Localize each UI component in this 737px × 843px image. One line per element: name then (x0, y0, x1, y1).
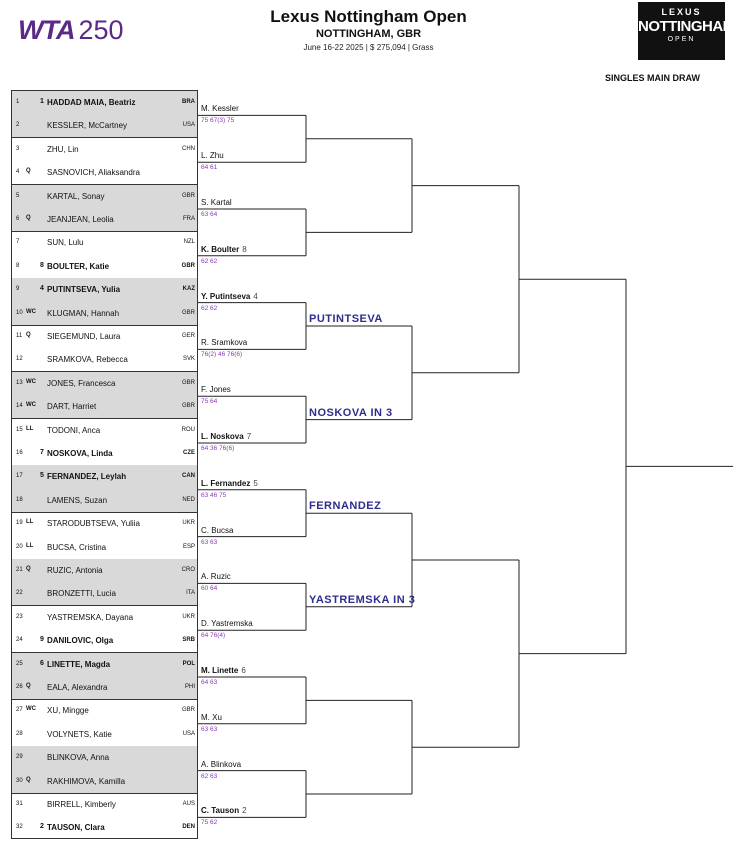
match-score: 64 76(4) (201, 632, 226, 640)
winner-seed: 4 (253, 291, 258, 301)
player-name: STARODUBTSEVA, Yuliia (47, 519, 140, 529)
entry-status: LL (26, 425, 34, 432)
entry-status: WC (26, 308, 36, 315)
seed-number: 6 (40, 659, 44, 667)
prediction-label: PUTINTSEVA (309, 313, 383, 325)
player-country: SVK (182, 356, 195, 363)
round2-winner (201, 572, 231, 581)
player-name: BLINKOVA, Anna (47, 753, 110, 763)
winner-name: R. Sramkova (201, 338, 248, 348)
player-country: UKR (182, 613, 195, 620)
match-score: 63 63 (201, 538, 218, 546)
winner-name: L. Noskova (201, 432, 244, 441)
winner-name: C. Bucsa (201, 525, 234, 535)
round2-winner (201, 526, 233, 535)
player-name: JEANJEAN, Leolia (47, 215, 114, 224)
player-name: NOSKOVA, Linda (47, 449, 113, 458)
player-country: NED (182, 496, 195, 503)
winner-name: A. Blinkova (201, 759, 242, 769)
match-score: 63 64 (201, 211, 218, 218)
draw-position: 9 (16, 286, 20, 293)
player-country: ROU (181, 426, 195, 433)
player-name: ZHU, Lin (47, 144, 79, 154)
prediction-label: YASTREMSKA IN 3 (309, 593, 416, 606)
draw-position: 8 (16, 262, 20, 269)
round2-winner (201, 104, 239, 113)
round2-winner (201, 292, 258, 301)
draw-position: 26 (16, 684, 23, 690)
player-name: PUTINTSEVA, Yulia (47, 285, 121, 295)
player-country: GBR (181, 403, 195, 410)
winner-name: L. Fernandez (201, 478, 251, 488)
seed-number: 9 (40, 636, 44, 644)
draw-position: 7 (16, 239, 20, 246)
entry-status: WC (26, 378, 36, 385)
draw-position: 5 (16, 192, 20, 199)
player-country: POL (182, 660, 195, 667)
seed-number: 7 (40, 449, 44, 456)
match-score: 64 61 (201, 164, 218, 172)
round2-winner (201, 713, 222, 722)
round2-winner (201, 760, 241, 769)
winner-name: K. Boulter (201, 244, 240, 254)
draw-position: 30 (16, 777, 23, 784)
draw-position: 17 (16, 473, 23, 480)
round2-winner (201, 198, 232, 207)
player-country: USA (182, 730, 195, 737)
player-country: GBR (181, 707, 195, 714)
player-name: EALA, Alexandra (47, 683, 108, 692)
match-score: 75 64 (201, 398, 218, 406)
player-name: KLUGMAN, Hannah (47, 308, 120, 318)
player-name: KESSLER, McCartney (47, 121, 128, 131)
match-score: 62 62 (201, 304, 218, 312)
player-name: BOULTER, Katie (47, 261, 110, 271)
seed-number: 1 (40, 98, 44, 105)
winner-seed: 6 (241, 666, 246, 675)
match-score: 63 63 (201, 725, 218, 733)
winner-name: A. Ruzic (201, 572, 231, 582)
match-score: 76(2) 46 76(6) (201, 351, 243, 359)
player-country: CZE (183, 450, 195, 456)
winner-name: M. Xu (201, 712, 222, 722)
player-country: NZL (183, 239, 195, 246)
seed-number: 8 (40, 261, 44, 269)
entry-status: Q (26, 566, 31, 572)
logo-line2: OPEN (667, 36, 696, 43)
match-score: 62 63 (201, 772, 218, 780)
draw-position: 32 (16, 824, 23, 831)
player-country: UKR (182, 520, 195, 527)
draw-position: 27 (16, 707, 23, 714)
round2-winner (201, 479, 258, 488)
entry-status: WC (26, 706, 36, 713)
match-score: 75 67(3) 75 (201, 117, 235, 125)
draw-position: 21 (16, 567, 23, 573)
player-name: SIEGEMUND, Laura (47, 332, 121, 341)
player-name: XU, Mingge (47, 706, 89, 716)
winner-seed: 5 (253, 478, 258, 488)
draw-position: 6 (16, 216, 20, 222)
player-name: YASTREMSKA, Dayana (47, 612, 134, 622)
seed-number: 5 (40, 472, 44, 480)
player-country: BRA (182, 99, 195, 105)
round2-winner (201, 385, 231, 394)
draw-position: 15 (16, 426, 23, 433)
draw-position: 10 (16, 309, 23, 316)
player-name: SRAMKOVA, Rebecca (47, 355, 128, 365)
player-country: GER (181, 333, 195, 339)
winner-name: D. Yastremska (201, 619, 253, 629)
player-country: GBR (181, 309, 195, 316)
player-name: VOLYNETS, Katie (47, 729, 112, 739)
player-name: DANILOVIC, Olga (47, 636, 114, 646)
player-country: GBR (181, 379, 195, 386)
player-name: SUN, Lulu (47, 238, 84, 248)
player-country: CHN (182, 145, 195, 152)
round2-winner (201, 666, 246, 675)
player-name: RAKHIMOVA, Kamilla (47, 776, 126, 786)
player-country: GBR (181, 262, 195, 269)
entry-status: WC (26, 402, 36, 409)
winner-name: F. Jones (201, 385, 231, 395)
winner-seed: 7 (246, 432, 252, 441)
player-country: CRO (181, 567, 195, 573)
seed-number: 4 (40, 285, 44, 293)
player-country: AUS (182, 801, 195, 807)
tournament-title: Lexus Nottingham Open (270, 7, 467, 26)
player-name: LAMENS, Suzan (47, 495, 108, 505)
draw-position: 20 (16, 543, 23, 550)
entry-status: Q (26, 215, 31, 221)
player-country: FRA (183, 216, 195, 222)
entry-status: Q (26, 776, 31, 783)
winner-name: M. Linette (201, 666, 239, 675)
match-score: 64 36 76(6) (201, 445, 235, 452)
player-country: DEN (182, 824, 195, 831)
tournament-meta: June 16-22 2025 | $ 275,094 | Grass (303, 43, 434, 52)
player-name: SASNOVICH, Aliaksandra (47, 168, 140, 178)
winner-name: C. Tauson (201, 806, 240, 816)
player-country: CAN (182, 473, 195, 480)
draw-position: 14 (16, 403, 23, 410)
draw-position: 31 (16, 801, 23, 807)
seed-number: 2 (40, 823, 44, 831)
round2-winner (201, 245, 247, 254)
player-country: ITA (186, 590, 195, 597)
player-country: PHI (184, 684, 195, 690)
player-country: USA (182, 122, 195, 129)
draw-position: 3 (16, 145, 20, 152)
match-score: 62 62 (201, 257, 218, 265)
draw-position: 12 (16, 356, 23, 363)
draw-position: 13 (16, 379, 23, 386)
entry-status: Q (26, 168, 31, 175)
draw-position: 11 (16, 333, 23, 339)
match-score: 60 64 (201, 585, 218, 593)
entry-status: LL (26, 542, 34, 549)
player-country: SRB (182, 637, 195, 644)
draw-position: 2 (16, 122, 20, 129)
player-name: LINETTE, Magda (47, 659, 111, 669)
tournament-location: NOTTINGHAM, GBR (315, 28, 422, 40)
prediction-label: FERNANDEZ (309, 500, 382, 513)
player-name: KARTAL, Sonay (47, 191, 105, 201)
lexus-logo-text: LEXUS (661, 7, 702, 17)
winner-name: M. Kessler (201, 104, 239, 114)
player-name: BIRRELL, Kimberly (47, 800, 116, 809)
draw-position: 16 (16, 450, 23, 456)
winner-name: S. Kartal (201, 198, 232, 207)
player-name: BRONZETTI, Lucia (47, 589, 116, 599)
player-name: BUCSA, Cristina (47, 542, 107, 552)
match-score: 64 63 (201, 679, 218, 686)
player-name: HADDAD MAIA, Beatriz (47, 98, 136, 107)
player-name: TODONI, Anca (47, 425, 101, 435)
draw-position: 28 (16, 730, 23, 737)
player-name: DART, Harriet (47, 402, 97, 412)
match-score: 75 62 (201, 819, 218, 827)
winner-name: L. Zhu (201, 151, 224, 161)
player-country: ESP (182, 543, 195, 550)
round2-winner (201, 151, 224, 160)
player-name: FERNANDEZ, Leylah (47, 472, 127, 482)
entry-status: Q (26, 332, 31, 338)
winner-seed: 2 (242, 806, 247, 816)
prediction-label: NOSKOVA IN 3 (309, 406, 393, 419)
draw-position: 24 (16, 637, 23, 644)
match-score: 63 46 75 (201, 491, 227, 499)
player-country: KAZ (182, 286, 195, 293)
draw-label: SINGLES MAIN DRAW (605, 73, 701, 83)
player-country: GBR (181, 192, 195, 199)
draw-position: 25 (16, 660, 23, 667)
player-name: TAUSON, Clara (47, 823, 105, 833)
draw-position: 4 (16, 169, 20, 176)
winner-name: Y. Putintseva (201, 291, 251, 301)
entry-status: Q (26, 683, 31, 689)
draw-position: 29 (16, 754, 23, 761)
player-name: RUZIC, Antonia (47, 566, 103, 575)
draw-position: 23 (16, 613, 23, 620)
winner-seed: 8 (242, 244, 247, 254)
draw-position: 1 (16, 99, 20, 105)
draw-position: 22 (16, 590, 23, 597)
round2-winner (201, 806, 247, 815)
round2-winner (201, 432, 251, 441)
logo-line1: NOTTINGHAM (638, 18, 735, 35)
draw-position: 19 (16, 520, 23, 527)
entry-status: LL (26, 519, 34, 526)
round2-winner (201, 619, 253, 628)
wta-250-logo: WTA 250 (18, 15, 124, 45)
player-name: JONES, Francesca (47, 378, 116, 388)
round2-winner (201, 338, 247, 347)
draw-position: 18 (16, 496, 23, 503)
